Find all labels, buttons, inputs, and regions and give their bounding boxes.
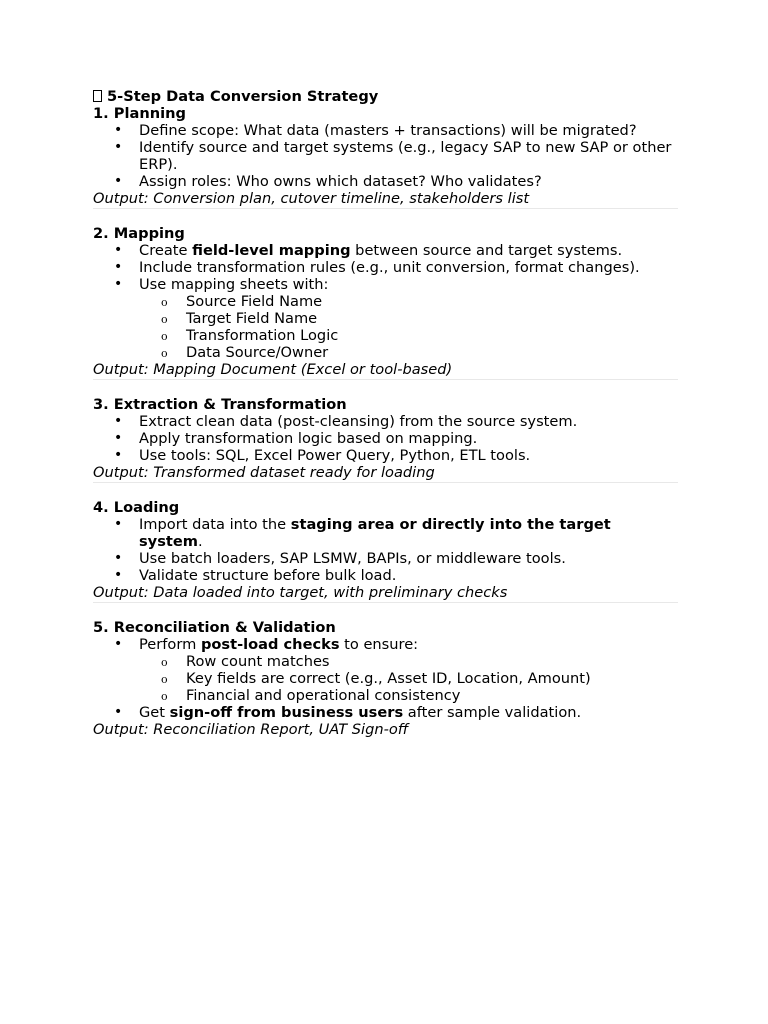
- list-item: • Identify source and target systems (e.g., legacy SAP to new SAP or other ERP).: [93, 139, 678, 173]
- reconciliation-bullet-list: [93, 636, 678, 721]
- document-title-text: 5-Step Data Conversion Strategy: [107, 88, 379, 105]
- section-reconciliation: [93, 619, 678, 738]
- sub-list-item: o Financial and operational consistency: [139, 687, 678, 704]
- text-run: Perform: [139, 636, 201, 653]
- bold-text-run: staging area or directly into the target system: [139, 516, 611, 550]
- section-heading-reconciliation: 5. Reconciliation & Validation: [93, 619, 336, 636]
- list-item: • Validate structure before bulk load.: [93, 567, 678, 584]
- sub-list-item: o Data Source/Owner: [93, 344, 678, 361]
- list-item: [93, 704, 678, 721]
- reconciliation-sub-list: [139, 653, 678, 704]
- text-run: Create: [139, 242, 193, 259]
- list-item: • Define scope: What data (masters + transactions) will be migrated?: [93, 122, 678, 139]
- extraction-bullet-list: [93, 413, 678, 464]
- section-divider: [93, 379, 678, 380]
- mapping-bullet-list: [93, 242, 678, 293]
- list-item: [93, 242, 678, 259]
- section-heading-extraction: 3. Extraction & Transformation: [93, 396, 347, 413]
- section-divider: [93, 208, 678, 209]
- text-run: between source and target systems.: [350, 242, 623, 259]
- sub-list-item: o Transformation Logic: [93, 327, 678, 344]
- mapping-output: Output: Mapping Document (Excel or tool-based): [93, 361, 453, 378]
- mapping-sub-list: [93, 293, 678, 361]
- text-run: to ensure:: [339, 636, 419, 653]
- section-loading: [93, 499, 678, 603]
- planning-bullet-list: [93, 122, 678, 190]
- sub-list-item: o Source Field Name: [93, 293, 678, 310]
- section-heading-loading: 4. Loading: [93, 499, 180, 516]
- text-run: Get: [139, 704, 170, 721]
- section-divider: [93, 482, 678, 483]
- document-page: [93, 88, 678, 738]
- list-item: • Use batch loaders, SAP LSMW, BAPIs, or middleware tools.: [93, 550, 678, 567]
- planning-output: Output: Conversion plan, cutover timeline, stakeholders list: [93, 190, 530, 207]
- list-item: • Use mapping sheets with:: [93, 276, 678, 293]
- bold-text-run: field-level mapping: [192, 242, 351, 259]
- section-planning: [93, 105, 678, 209]
- section-divider: [93, 602, 678, 603]
- extraction-output: Output: Transformed dataset ready for loading: [93, 464, 435, 481]
- bold-text-run: post-load checks: [200, 636, 340, 653]
- list-item: [93, 516, 678, 550]
- section-heading-mapping: 2. Mapping: [93, 225, 185, 242]
- placeholder-box-icon: [93, 90, 102, 102]
- loading-output: Output: Data loaded into target, with preliminary checks: [93, 584, 508, 601]
- section-extraction: [93, 396, 678, 483]
- sub-list-item: o Key fields are correct (e.g., Asset ID, Location, Amount): [139, 670, 678, 687]
- section-mapping: [93, 225, 678, 380]
- document-title: [93, 88, 678, 105]
- list-item: • Apply transformation logic based on mapping.: [93, 430, 678, 447]
- list-item: • Assign roles: Who owns which dataset? Who validates?: [93, 173, 678, 190]
- sub-list-item: o Row count matches: [139, 653, 678, 670]
- list-item: • Extract clean data (post-cleansing) from the source system.: [93, 413, 678, 430]
- list-item: • Include transformation rules (e.g., unit conversion, format changes).: [93, 259, 678, 276]
- sub-list-item: o Target Field Name: [93, 310, 678, 327]
- text-run: after sample validation.: [403, 704, 582, 721]
- text-run: Import data into the: [139, 516, 291, 533]
- list-item: [93, 636, 678, 704]
- reconciliation-output: Output: Reconciliation Report, UAT Sign-off: [93, 721, 409, 738]
- bold-text-run: sign-off from business users: [169, 704, 404, 721]
- loading-bullet-list: [93, 516, 678, 584]
- section-heading-planning: 1. Planning: [93, 105, 186, 122]
- text-run: .: [197, 533, 203, 550]
- list-item: • Use tools: SQL, Excel Power Query, Python, ETL tools.: [93, 447, 678, 464]
